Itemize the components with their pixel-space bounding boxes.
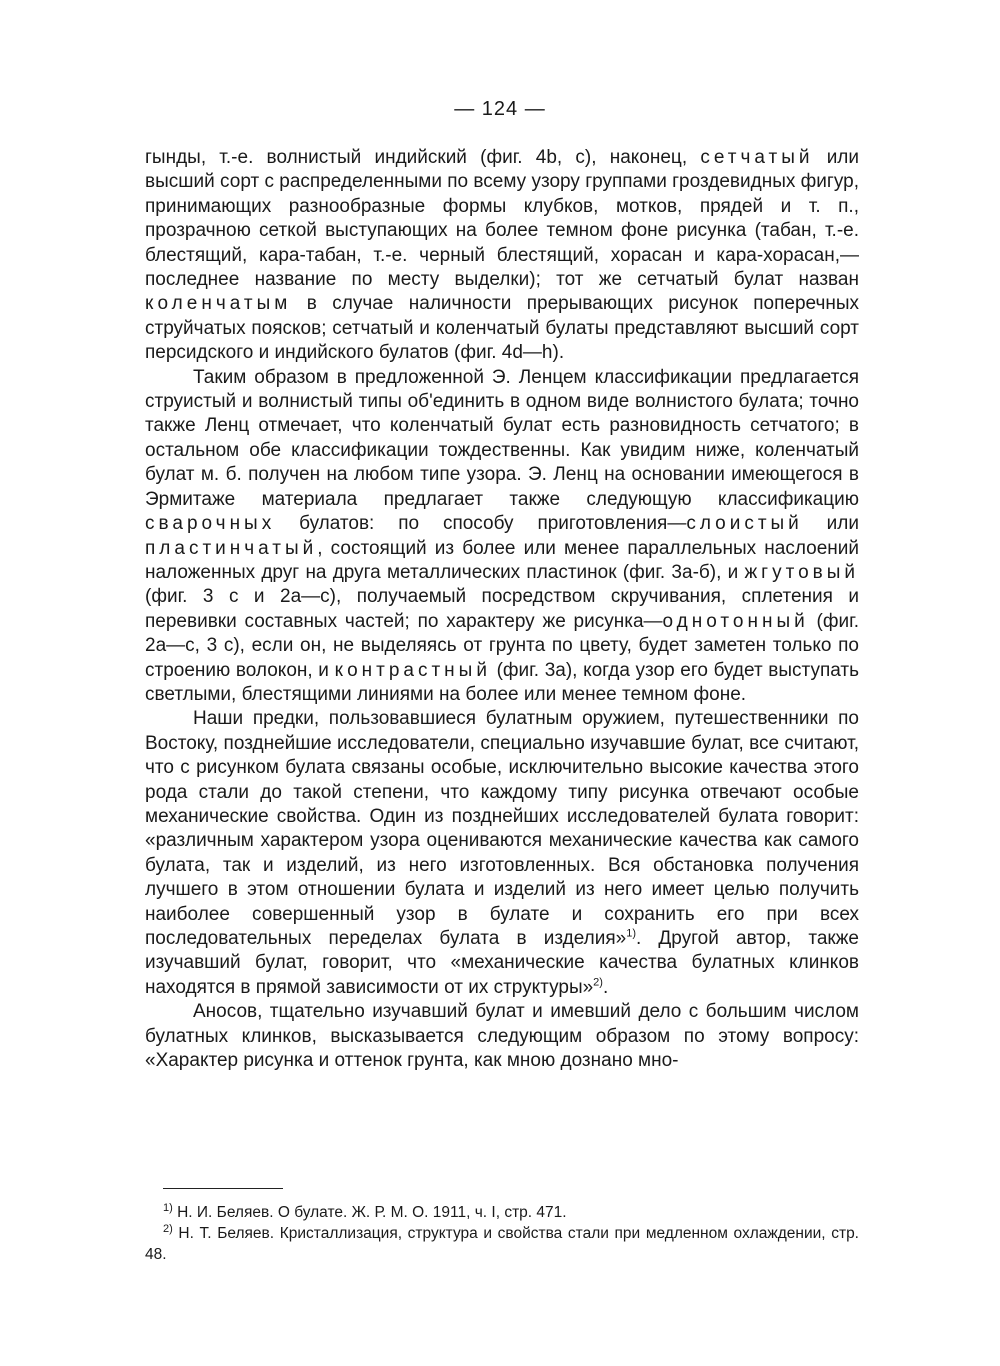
paragraph-3-text-b: . Другой автор, также изучавший булат, говорит, что «механические качества булатных клинков находятся в прямой зависимости от их структуры» [145, 928, 859, 998]
term-kolenchatym: коленчатым [145, 293, 292, 315]
paragraph-4-text: Аносов, тщательно изучавший булат и имевший дело с большим числом булатных клинков, высказывается следующим образом по этому вопросу: «Характер рисунка и оттенок грунта, как мною дознано мно- [145, 1001, 859, 1072]
term-svarochnyh: сварочных [145, 513, 276, 535]
footnote-separator [163, 1188, 283, 1189]
paragraph-3-text-a: Наши предки, пользовавшиеся булатным оружием, путешественники по Востоку, позднейшие исследователи, специально изучавшие булат, все считают, что с рисунком булата связаны особые, исключительно высокие качества этого рода стали до такой степени, что каждому типу рисунка отвечают особые механические свойства. Один из позднейших исследователей булата говорит: «различным характером узора оцениваются механические качества как самого булата, так и изделий, из него изготовленных. Вся обстановка получения лучшего в этом отношении булата и изделий из него имеет целью получить наиболее совершенный узор в булате и сохранить его при всех последовательных переделах булата в изделия» [145, 708, 859, 949]
footnote-2-text: Н. Т. Беляев. Кристаллизация, структура и свойства стали при медленном охлаждении, стр. 48. [145, 1225, 859, 1263]
footnote-ref-1[interactable]: 1) [626, 927, 636, 940]
footnote-2 [145, 1223, 859, 1265]
paragraph-2-text-e: (фиг. 3 с и 2а—с), получаемый посредством скручивания, сплетения и перевивки составных частей; по характеру же рисунка— [145, 586, 859, 632]
paragraph-2-text-g: (фиг. 3а), когда узор его будет выступать светлыми, блестящими линиями на более или менее темном фоне. [145, 659, 859, 705]
term-setchaty: сетчатый [700, 147, 814, 168]
paragraph-2-text-a: Таким образом в предложенной Э. Ленцем классификации предлагается струистый и волнистый типы об'единить в одном виде волнистого булата; точно также Ленц отмечает, что коленчатый булат есть разновидность сетчатого; в остальном обе классификации тождественны. Как увидим ниже, коленчатый булат м. б. получен на любом типе узора. Э. Ленц на основании имеющегося в Эрмитаже материала предлагает также следующую классификацию [145, 366, 859, 510]
paragraph-3 [145, 707, 859, 1000]
paragraph-2-text-c: или [802, 513, 859, 535]
footnote-1 [145, 1202, 859, 1223]
paragraph-1-text-b: или высший сорт с распределенными по всему узору группами гроздевидных фигур, принимающих разнообразные формы клубков, мотков, прядей и т. п., прозрачною сеткой выступающих на более темном фоне рисунка (табан, т.-е. блестящий, кара-табан, т.-е. черный блестящий, хорасан и кара-хорасан,—последнее название по месту выделки); тот же сетчатый булат назван [145, 147, 860, 291]
paragraph-4 [145, 1000, 859, 1073]
paragraph-2-text-f: (фиг. 2а—с, 3 с), если он, не выделяясь от грунта по цвету, будет заметен только по строению волокон, и [145, 610, 859, 681]
footnote-2-marker: 2) [163, 1222, 173, 1235]
footnotes [145, 1202, 859, 1265]
paragraph-1 [145, 146, 859, 366]
footnote-1-marker: 1) [163, 1201, 173, 1214]
term-odnotonny: однотонный [662, 610, 809, 632]
page-number: — 124 — [454, 98, 546, 120]
term-plastinchaty: пластинчатый [145, 537, 318, 559]
paragraph-1-text-a: гынды, т.-е. волнистый индийский (фиг. 4b, с), наконец, [145, 147, 701, 168]
term-sloisty: слоистый [686, 513, 803, 535]
term-zhgutovy: жгутовый [744, 561, 859, 583]
term-kontrastny: контрастный [334, 659, 491, 681]
footnote-ref-2[interactable]: 2) [593, 976, 603, 989]
paragraph-2-text-b: булатов: по способу приготовления— [275, 513, 687, 535]
paragraph-1-text-c: в случае наличности прерывающих рисунок поперечных струйчатых поясков; сетчатый и коленчатый булаты представляют высший сорт персидского и индийского булатов (фиг. 4d—h). [145, 293, 859, 364]
paragraph-3-text-c: . [602, 976, 609, 998]
body-text [145, 146, 859, 1073]
footnote-1-text: Н. И. Беляев. О булате. Ж. Р. М. О. 1911, ч. I, стр. 471. [172, 1204, 567, 1221]
paragraph-2-text-d: , состоящий из более или менее параллельных наслоений наложенных друг на друга металлических пластинок (фиг. 3а-б), и [145, 537, 859, 583]
paragraph-2 [145, 366, 859, 708]
